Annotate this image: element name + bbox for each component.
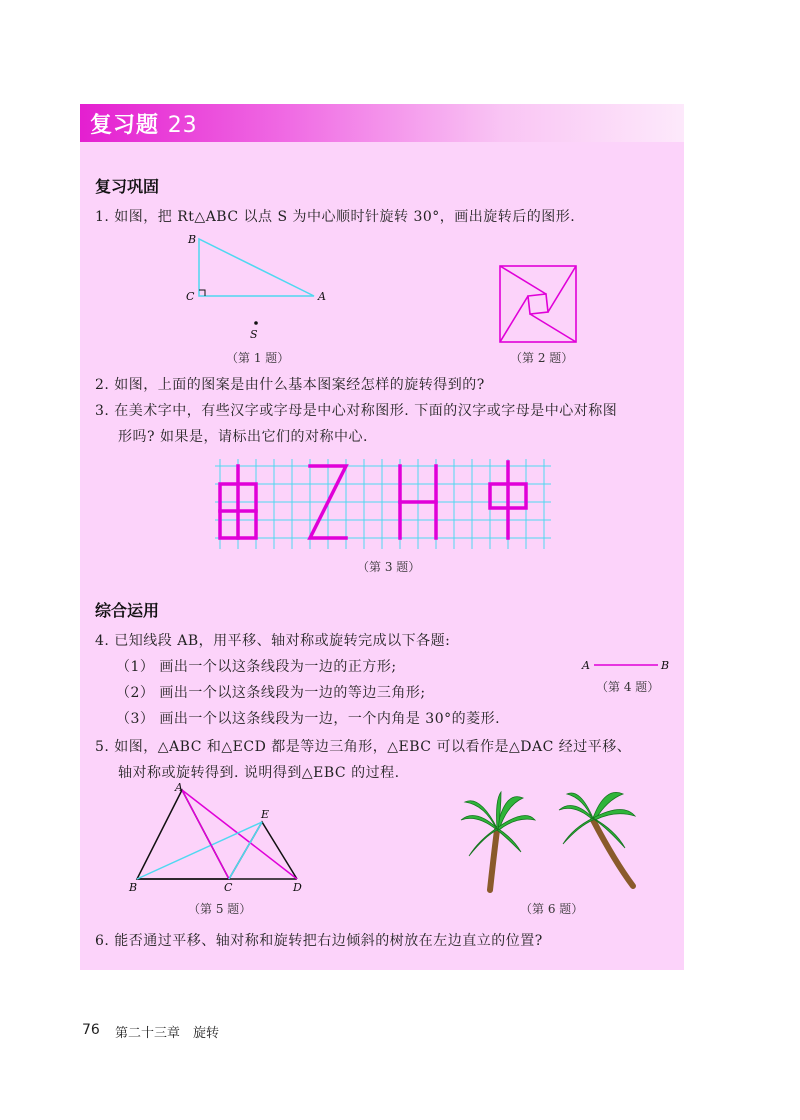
label-B: B <box>188 233 197 246</box>
problem-3-line-2: 形吗? 如果是，请标出它们的对称中心. <box>118 429 368 445</box>
problem-4-part-3: （3） 画出一个以这条线段为一边，一个内角是 30°的菱形. <box>116 711 501 727</box>
problem-3-line-1: 3. 在美术字中，有些汉字或字母是中心对称图形. 下面的汉字或字母是中心对称图 <box>95 403 618 419</box>
label-C: C <box>186 290 195 303</box>
problem-6: 6. 能否通过平移、轴对称和旋转把右边倾斜的树放在左边直立的位置? <box>95 933 543 949</box>
figure-3-character-grid <box>208 454 558 554</box>
chapter-title: 第二十三章 旋转 <box>115 1026 220 1041</box>
figure-1-triangle <box>180 230 340 345</box>
glyph-zhong <box>490 462 526 538</box>
figure-6-palm-trees <box>455 790 655 900</box>
label-S: S <box>250 328 258 341</box>
problem-5-line-2: 轴对称或旋转得到. 说明得到△EBC 的过程. <box>118 765 400 781</box>
problem-5-line-1: 5. 如图，△ABC 和△ECD 都是等边三角形，△EBC 可以看作是△DAC 经过平移、 <box>95 739 632 755</box>
upright-palm-tree <box>461 792 535 890</box>
caption-2: （第 2 题） <box>510 351 574 365</box>
caption-5: （第 5 题） <box>188 902 252 916</box>
caption-3: （第 3 题） <box>357 560 421 574</box>
label-A: A <box>318 290 326 303</box>
label-A: A <box>175 781 183 794</box>
page-number: 76 <box>82 1022 100 1038</box>
section-heading-consolidate: 复习巩固 <box>95 177 160 196</box>
section-heading-apply: 综合运用 <box>95 601 160 620</box>
problem-1: 1. 如图，把 Rt△ABC 以点 S 为中心顺时针旋转 30°，画出旋转后的图形. <box>95 209 576 225</box>
problem-4-part-1: （1） 画出一个以这条线段为一边的正方形; <box>116 659 397 675</box>
label-A: A <box>582 659 590 672</box>
figure-2-pinwheel <box>498 264 578 344</box>
label-D: D <box>293 881 302 894</box>
problem-4-part-2: （2） 画出一个以这条线段为一边的等边三角形; <box>116 685 426 701</box>
caption-4: （第 4 题） <box>596 680 660 694</box>
page-title: 复习题 23 <box>90 113 198 138</box>
label-B: B <box>129 881 138 894</box>
caption-6: （第 6 题） <box>520 902 584 916</box>
label-E: E <box>261 808 270 821</box>
figure-4-segment <box>580 658 670 678</box>
label-B: B <box>661 659 670 672</box>
problem-2: 2. 如图，上面的图案是由什么基本图案经怎样的旋转得到的? <box>95 377 485 393</box>
problem-4: 4. 已知线段 AB，用平移、轴对称或旋转完成以下各题: <box>95 633 451 649</box>
label-C: C <box>224 881 233 894</box>
caption-1: （第 1 题） <box>226 351 290 365</box>
figure-5-triangles <box>125 780 315 895</box>
leaning-palm-tree <box>559 792 635 886</box>
